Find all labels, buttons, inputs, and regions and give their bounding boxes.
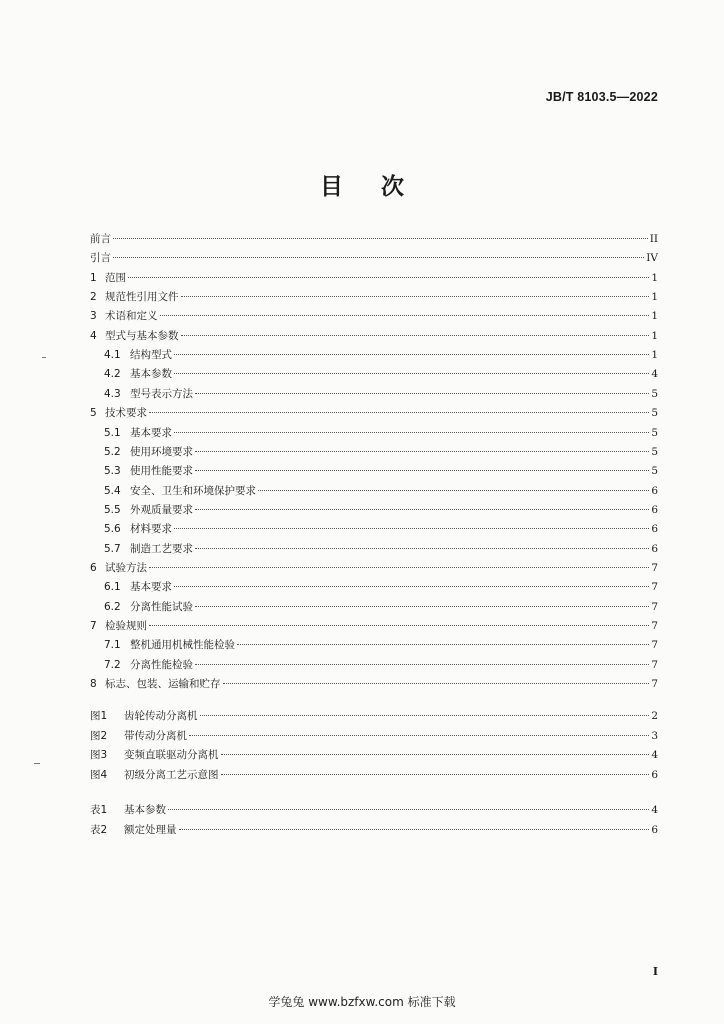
toc-entry-number: 4 [90,329,97,342]
toc-entry-number: 6 [90,561,97,574]
toc-entry-number: 5.3 [104,465,121,478]
toc-entry-label: 安全、卫生和环境保护要求 [130,484,256,497]
figures-entry-page: 3 [651,729,658,742]
toc-entry-page: 7 [651,678,658,691]
tables-entry[interactable] [90,822,658,838]
figures-entry-page: 6 [651,768,658,781]
toc-entry-page: 7 [651,581,658,594]
tables-entry-number: 表1 [90,804,108,816]
toc-entry[interactable] [104,366,658,382]
dot-leader [128,276,649,278]
toc-entry-label: 基本要求 [130,426,172,439]
toc-entry-label: 术语和定义 [105,310,158,323]
toc-entry-label: 使用性能要求 [130,465,193,478]
toc-entry-page: 4 [651,368,658,381]
figures-entry-number: 图1 [90,710,108,722]
dot-leader [174,527,649,529]
scan-mark [34,763,40,764]
toc-entry[interactable] [104,347,658,363]
tables-entry[interactable] [90,802,658,818]
figures-entry[interactable] [90,747,658,763]
toc-entry-page: 1 [651,271,658,284]
toc-entry[interactable] [90,328,658,344]
toc-entry-page: 5 [651,465,658,478]
dot-leader [237,643,649,645]
toc-entry[interactable] [90,308,658,324]
dot-leader [195,547,649,549]
toc-entry-number: 5.5 [104,503,121,516]
toc-entry-page: 1 [651,291,658,304]
dot-leader [174,585,649,587]
toc-entry-page: 7 [651,639,658,652]
figures-entry-label: 变频直联驱动分离机 [124,749,219,761]
toc-entry-page: 7 [651,600,658,613]
toc-entry-label: 范围 [105,271,126,284]
toc-entry-page: II [649,233,658,245]
dot-leader [221,753,650,755]
toc-entry[interactable] [90,560,658,576]
toc-entry-page: 5 [651,407,658,420]
toc-entry-number: 5.1 [104,426,121,439]
figures-entry-label: 初级分离工艺示意图 [124,768,219,781]
toc-entry[interactable] [104,483,658,499]
toc-entry-number: 8 [90,678,97,691]
scan-mark [42,357,46,358]
toc-entry-label: 规范性引用文件 [105,291,179,304]
toc-entry-label: 结构型式 [130,349,172,362]
toc-entry-number: 2 [90,291,97,304]
toc-entry-number: 5.7 [104,542,121,555]
toc-entry-label: 型式与基本参数 [105,329,179,342]
dot-leader [168,808,649,810]
toc-entry[interactable] [104,521,658,537]
dot-leader [195,663,649,665]
toc-entry[interactable] [104,386,658,402]
dot-leader [258,489,649,491]
toc-entry-label: 前言 [90,233,111,245]
toc-entry-number: 5.2 [104,445,121,458]
figures-entry-number: 图3 [90,749,108,761]
toc-entry-page: 5 [651,426,658,439]
watermark-text: 学兔兔 www.bzfxw.com 标准下载 [268,995,456,1009]
toc-entry-page: 6 [651,503,658,516]
toc-entry-number: 1 [90,271,97,284]
toc-entry-page: 5 [651,445,658,458]
toc-entry[interactable] [90,250,658,266]
toc-entry-number: 3 [90,310,97,323]
figures-entry-number: 图2 [90,729,108,742]
dot-leader [113,256,644,258]
toc-entry-number: 5.4 [104,484,121,497]
toc-entry-page: 5 [651,387,658,400]
toc-entry-page: 1 [651,349,658,362]
toc-entry-number: 5.6 [104,523,121,536]
dot-leader [223,682,650,684]
toc-entry-number: 5 [90,407,97,420]
page-number: I [652,965,658,978]
dot-leader [195,508,649,510]
tables-entry-number: 表2 [90,823,108,836]
toc-entry[interactable] [90,289,658,305]
dot-leader [174,372,649,374]
toc-entry-page: IV [646,252,658,265]
dot-leader [195,605,649,607]
toc-entry[interactable] [90,618,658,634]
dot-leader [149,411,649,413]
toc-entry-label: 使用环境要求 [130,445,193,458]
dot-leader [160,314,650,316]
toc-entry-number: 6.1 [104,581,121,594]
figures-entry[interactable] [90,767,658,783]
toc-entry-label: 分离性能检验 [130,658,193,671]
dot-leader [174,353,649,355]
toc-entry[interactable] [104,541,658,557]
toc-entry-label: 材料要求 [130,523,172,536]
dot-leader [195,392,649,394]
dot-leader [181,295,650,297]
toc-entry-number: 4.3 [104,387,121,400]
toc-entry-number: 4.2 [104,368,121,381]
figures-entry[interactable] [90,708,658,724]
dot-leader [195,450,649,452]
toc-entry[interactable] [104,444,658,460]
figures-entry-page: 2 [651,710,658,722]
toc-entry[interactable] [104,579,658,595]
dot-leader [174,431,649,433]
dot-leader [181,334,650,336]
toc-entry[interactable] [90,231,658,247]
toc-entry[interactable] [104,425,658,441]
toc-entry-number: 7.2 [104,658,121,671]
toc-entry-label: 制造工艺要求 [130,542,193,555]
tables-entry-label: 基本参数 [124,804,166,816]
standard-code: JB/T 8103.5—2022 [545,90,658,104]
toc-entry-number: 7 [90,620,97,632]
toc-entry-label: 技术要求 [105,407,147,420]
toc-entry-page: 7 [651,561,658,574]
dot-leader [149,624,649,626]
dot-leader [189,734,649,736]
toc-entry-label: 整机通用机械性能检验 [130,639,235,652]
toc-entry-label: 基本要求 [130,581,172,594]
toc-entry-label: 检验规则 [105,620,147,632]
toc-entry-number: 6.2 [104,600,121,613]
toc-entry[interactable] [90,270,658,286]
toc-entry-label: 基本参数 [130,368,172,381]
toc-entry-number: 7.1 [104,639,121,652]
tables-entry-page: 6 [651,823,658,836]
tables-entry-page: 4 [651,804,658,816]
dot-leader [200,714,650,716]
toc-entry[interactable] [104,599,658,615]
figures-entry-number: 图4 [90,768,108,781]
dot-leader [195,469,649,471]
figures-entry-page: 4 [651,749,658,761]
toc-entry-page: 6 [651,523,658,536]
toc-entry-page: 1 [651,329,658,342]
toc-entry[interactable] [104,463,658,479]
toc-entry-page: 6 [651,484,658,497]
toc-entry[interactable] [90,676,658,692]
figures-entry-label: 带传动分离机 [124,729,187,742]
toc-entry[interactable] [104,657,658,673]
toc-entry-label: 标志、包装、运输和贮存 [105,678,221,691]
toc-entry-page: 1 [651,310,658,323]
toc-entry-label: 试验方法 [105,561,147,574]
tables-entry-label: 额定处理量 [124,823,177,836]
figures-entry[interactable] [90,728,658,744]
dot-leader [149,566,649,568]
toc-entry-label: 外观质量要求 [130,503,193,516]
dot-leader [179,828,650,830]
toc-entry-label: 分离性能试验 [130,600,193,613]
figures-entry-label: 齿轮传动分离机 [124,710,198,722]
toc-entry-page: 6 [651,542,658,555]
dot-leader [113,237,648,239]
toc-entry[interactable] [104,637,658,653]
page-title: 目次 [320,174,442,200]
toc-entry[interactable] [104,502,658,518]
dot-leader [221,773,650,775]
toc-entry-label: 型号表示方法 [130,387,193,400]
toc-entry[interactable] [90,405,658,421]
toc-entry-page: 7 [651,658,658,671]
toc-entry-number: 4.1 [104,349,121,362]
toc-entry-label: 引言 [90,252,111,265]
toc-entry-page: 7 [651,620,658,632]
